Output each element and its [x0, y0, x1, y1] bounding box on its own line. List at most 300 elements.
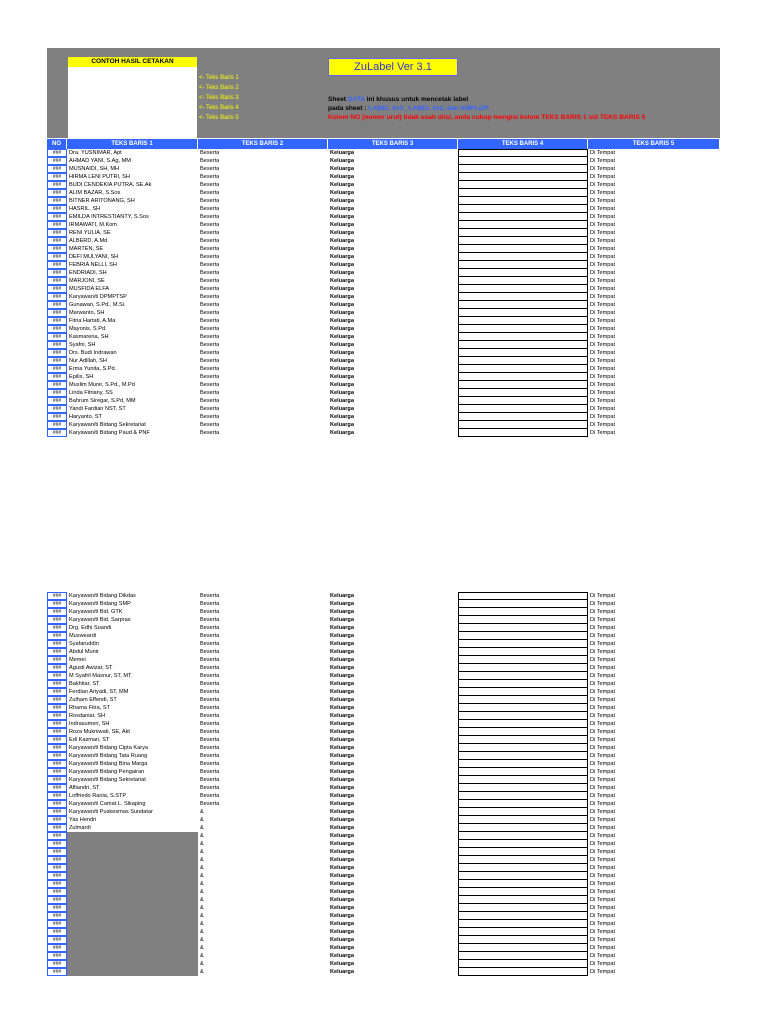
teks-baris-1-cell[interactable] [67, 952, 198, 960]
teks-baris-2-cell[interactable]: & [200, 809, 204, 815]
teks-baris-2-cell[interactable]: Beserta [200, 286, 220, 292]
teks-baris-2-cell[interactable]: Beserta [200, 366, 220, 372]
teks-baris-2-cell[interactable]: Beserta [200, 681, 220, 687]
no-cell[interactable]: ### [47, 600, 67, 608]
teks-baris-4-cell[interactable] [458, 720, 588, 728]
teks-baris-4-cell[interactable] [458, 349, 588, 357]
teks-baris-3-cell[interactable]: Keluarga [330, 430, 354, 436]
teks-baris-5-cell[interactable]: Di Tempat [590, 262, 616, 268]
no-cell[interactable]: ### [47, 421, 67, 429]
teks-baris-3-cell[interactable]: Keluarga [330, 318, 354, 324]
teks-baris-3-cell[interactable]: Keluarga [330, 278, 354, 284]
teks-baris-2-cell[interactable]: & [200, 865, 204, 871]
teks-baris-5-cell[interactable]: Di Tempat [590, 913, 616, 919]
teks-baris-1-cell[interactable]: Karyawan/ti Bidang Sekretariat [69, 422, 146, 428]
teks-baris-2-cell[interactable]: Beserta [200, 721, 220, 727]
teks-baris-4-cell[interactable] [458, 317, 588, 325]
teks-baris-5-cell[interactable]: Di Tempat [590, 294, 616, 300]
teks-baris-5-cell[interactable]: Di Tempat [590, 190, 616, 196]
teks-baris-3-cell[interactable]: Keluarga [330, 406, 354, 412]
teks-baris-4-cell[interactable] [458, 736, 588, 744]
teks-baris-3-cell[interactable]: Keluarga [330, 833, 354, 839]
teks-baris-3-cell[interactable]: Keluarga [330, 382, 354, 388]
no-cell[interactable]: ### [47, 704, 67, 712]
no-cell[interactable]: ### [47, 309, 67, 317]
teks-baris-2-cell[interactable]: Beserta [200, 422, 220, 428]
no-cell[interactable]: ### [47, 696, 67, 704]
no-cell[interactable]: ### [47, 301, 67, 309]
teks-baris-3-cell[interactable]: Keluarga [330, 641, 354, 647]
teks-baris-1-cell[interactable]: Karyawan/ti Bidang Pengairan [69, 769, 145, 775]
teks-baris-5-cell[interactable]: Di Tempat [590, 681, 616, 687]
teks-baris-5-cell[interactable]: Di Tempat [590, 705, 616, 711]
teks-baris-2-cell[interactable]: Beserta [200, 753, 220, 759]
teks-baris-5-cell[interactable]: Di Tempat [590, 633, 616, 639]
teks-baris-2-cell[interactable]: Beserta [200, 222, 220, 228]
teks-baris-4-cell[interactable] [458, 744, 588, 752]
teks-baris-4-cell[interactable] [458, 205, 588, 213]
teks-baris-5-cell[interactable]: Di Tempat [590, 150, 616, 156]
teks-baris-3-cell[interactable]: Keluarga [330, 270, 354, 276]
teks-baris-5-cell[interactable]: Di Tempat [590, 374, 616, 380]
teks-baris-2-cell[interactable]: Beserta [200, 673, 220, 679]
no-cell[interactable]: ### [47, 229, 67, 237]
teks-baris-5-cell[interactable]: Di Tempat [590, 769, 616, 775]
teks-baris-2-cell[interactable]: Beserta [200, 230, 220, 236]
teks-baris-3-cell[interactable]: Keluarga [330, 398, 354, 404]
teks-baris-4-cell[interactable] [458, 381, 588, 389]
teks-baris-3-cell[interactable]: Keluarga [330, 633, 354, 639]
no-cell[interactable]: ### [47, 920, 67, 928]
no-cell[interactable]: ### [47, 896, 67, 904]
teks-baris-5-cell[interactable]: Di Tempat [590, 158, 616, 164]
teks-baris-3-cell[interactable]: Keluarga [330, 390, 354, 396]
column-header-teks-3[interactable]: TEKS BARIS 3 [328, 139, 458, 149]
teks-baris-1-cell[interactable]: Fitria Hartati, A.Ma [69, 318, 116, 324]
teks-baris-5-cell[interactable]: Di Tempat [590, 881, 616, 887]
teks-baris-3-cell[interactable]: Keluarga [330, 721, 354, 727]
teks-baris-2-cell[interactable]: Beserta [200, 334, 220, 340]
teks-baris-4-cell[interactable] [458, 912, 588, 920]
teks-baris-2-cell[interactable]: Beserta [200, 174, 220, 180]
no-cell[interactable]: ### [47, 389, 67, 397]
teks-baris-1-cell[interactable]: Epilis, SH [69, 374, 94, 380]
no-cell[interactable]: ### [47, 381, 67, 389]
teks-baris-5-cell[interactable]: Di Tempat [590, 601, 616, 607]
no-cell[interactable]: ### [47, 712, 67, 720]
teks-baris-3-cell[interactable]: Keluarga [330, 825, 354, 831]
teks-baris-4-cell[interactable] [458, 229, 588, 237]
teks-baris-1-cell[interactable]: AHMAD YANI, S.Ag, MM [69, 158, 131, 164]
teks-baris-4-cell[interactable] [458, 389, 588, 397]
teks-baris-3-cell[interactable]: Keluarga [330, 374, 354, 380]
teks-baris-1-cell[interactable] [67, 872, 198, 880]
teks-baris-5-cell[interactable]: Di Tempat [590, 302, 616, 308]
teks-baris-4-cell[interactable] [458, 277, 588, 285]
teks-baris-3-cell[interactable]: Keluarga [330, 601, 354, 607]
no-cell[interactable]: ### [47, 245, 67, 253]
no-cell[interactable]: ### [47, 285, 67, 293]
teks-baris-2-cell[interactable]: Beserta [200, 665, 220, 671]
teks-baris-4-cell[interactable] [458, 632, 588, 640]
teks-baris-1-cell[interactable]: MUSFIDA ELFA [69, 286, 110, 292]
teks-baris-2-cell[interactable]: Beserta [200, 270, 220, 276]
teks-baris-5-cell[interactable]: Di Tempat [590, 665, 616, 671]
teks-baris-3-cell[interactable]: Keluarga [330, 689, 354, 695]
teks-baris-2-cell[interactable]: Beserta [200, 777, 220, 783]
teks-baris-3-cell[interactable]: Keluarga [330, 222, 354, 228]
no-cell[interactable]: ### [47, 944, 67, 952]
teks-baris-2-cell[interactable]: Beserta [200, 254, 220, 260]
teks-baris-5-cell[interactable]: Di Tempat [590, 793, 616, 799]
teks-baris-1-cell[interactable]: MARTEN, SE [69, 246, 104, 252]
teks-baris-1-cell[interactable] [67, 912, 198, 920]
teks-baris-4-cell[interactable] [458, 712, 588, 720]
teks-baris-3-cell[interactable]: Keluarga [330, 785, 354, 791]
teks-baris-1-cell[interactable]: Zulham Effendi, ST [69, 697, 117, 703]
teks-baris-5-cell[interactable]: Di Tempat [590, 326, 616, 332]
teks-baris-2-cell[interactable]: Beserta [200, 625, 220, 631]
no-cell[interactable]: ### [47, 672, 67, 680]
teks-baris-1-cell[interactable]: RENI YULIA, SE [69, 230, 111, 236]
teks-baris-4-cell[interactable] [458, 429, 588, 437]
no-cell[interactable]: ### [47, 413, 67, 421]
teks-baris-5-cell[interactable]: Di Tempat [590, 849, 616, 855]
teks-baris-4-cell[interactable] [458, 189, 588, 197]
teks-baris-2-cell[interactable]: Beserta [200, 318, 220, 324]
teks-baris-4-cell[interactable] [458, 397, 588, 405]
teks-baris-4-cell[interactable] [458, 808, 588, 816]
teks-baris-2-cell[interactable]: Beserta [200, 246, 220, 252]
no-cell[interactable]: ### [47, 181, 67, 189]
teks-baris-2-cell[interactable]: Beserta [200, 601, 220, 607]
no-cell[interactable]: ### [47, 688, 67, 696]
teks-baris-1-cell[interactable]: Dra. YUSNIMAR, Apt [69, 150, 122, 156]
no-cell[interactable]: ### [47, 808, 67, 816]
teks-baris-4-cell[interactable] [458, 832, 588, 840]
teks-baris-3-cell[interactable]: Keluarga [330, 422, 354, 428]
teks-baris-1-cell[interactable]: Syafni, SH [69, 342, 96, 348]
teks-baris-2-cell[interactable]: & [200, 961, 204, 967]
teks-baris-2-cell[interactable]: Beserta [200, 793, 220, 799]
teks-baris-1-cell[interactable] [67, 880, 198, 888]
teks-baris-5-cell[interactable]: Di Tempat [590, 358, 616, 364]
no-cell[interactable]: ### [47, 333, 67, 341]
teks-baris-2-cell[interactable]: & [200, 873, 204, 879]
no-cell[interactable]: ### [47, 349, 67, 357]
teks-baris-1-cell[interactable]: Karyawan/ti Camat L. Sikaping [69, 801, 146, 807]
teks-baris-3-cell[interactable]: Keluarga [330, 969, 354, 975]
teks-baris-5-cell[interactable]: Di Tempat [590, 865, 616, 871]
teks-baris-1-cell[interactable]: Drs. Budi Indrawan [69, 350, 117, 356]
teks-baris-4-cell[interactable] [458, 704, 588, 712]
teks-baris-3-cell[interactable]: Keluarga [330, 865, 354, 871]
teks-baris-3-cell[interactable]: Keluarga [330, 905, 354, 911]
teks-baris-5-cell[interactable]: Di Tempat [590, 342, 616, 348]
teks-baris-4-cell[interactable] [458, 325, 588, 333]
teks-baris-5-cell[interactable]: Di Tempat [590, 641, 616, 647]
teks-baris-5-cell[interactable]: Di Tempat [590, 617, 616, 623]
no-cell[interactable]: ### [47, 397, 67, 405]
teks-baris-4-cell[interactable] [458, 680, 588, 688]
teks-baris-3-cell[interactable]: Keluarga [330, 745, 354, 751]
teks-baris-2-cell[interactable]: Beserta [200, 729, 220, 735]
teks-baris-5-cell[interactable]: Di Tempat [590, 246, 616, 252]
teks-baris-2-cell[interactable]: Beserta [200, 262, 220, 268]
teks-baris-3-cell[interactable]: Keluarga [330, 681, 354, 687]
teks-baris-5-cell[interactable]: Di Tempat [590, 825, 616, 831]
teks-baris-3-cell[interactable]: Keluarga [330, 673, 354, 679]
teks-baris-4-cell[interactable] [458, 405, 588, 413]
teks-baris-5-cell[interactable]: Di Tempat [590, 745, 616, 751]
teks-baris-3-cell[interactable]: Keluarga [330, 366, 354, 372]
no-cell[interactable]: ### [47, 720, 67, 728]
teks-baris-4-cell[interactable] [458, 880, 588, 888]
teks-baris-5-cell[interactable]: Di Tempat [590, 414, 616, 420]
no-cell[interactable]: ### [47, 325, 67, 333]
teks-baris-2-cell[interactable]: Beserta [200, 238, 220, 244]
no-cell[interactable]: ### [47, 936, 67, 944]
teks-baris-5-cell[interactable]: Di Tempat [590, 174, 616, 180]
teks-baris-3-cell[interactable]: Keluarga [330, 310, 354, 316]
teks-baris-2-cell[interactable]: Beserta [200, 430, 220, 436]
teks-baris-5-cell[interactable]: Di Tempat [590, 777, 616, 783]
teks-baris-3-cell[interactable]: Keluarga [330, 657, 354, 663]
teks-baris-5-cell[interactable]: Di Tempat [590, 673, 616, 679]
teks-baris-2-cell[interactable]: & [200, 953, 204, 959]
no-cell[interactable]: ### [47, 157, 67, 165]
teks-baris-3-cell[interactable]: Keluarga [330, 793, 354, 799]
teks-baris-1-cell[interactable] [67, 848, 198, 856]
no-cell[interactable]: ### [47, 592, 67, 600]
teks-baris-1-cell[interactable]: Karyawan/ti Bidang Paud & PNF [69, 430, 150, 436]
teks-baris-2-cell[interactable]: Beserta [200, 737, 220, 743]
no-cell[interactable]: ### [47, 816, 67, 824]
no-cell[interactable]: ### [47, 173, 67, 181]
no-cell[interactable]: ### [47, 784, 67, 792]
teks-baris-2-cell[interactable]: Beserta [200, 713, 220, 719]
teks-baris-2-cell[interactable]: Beserta [200, 649, 220, 655]
teks-baris-3-cell[interactable]: Keluarga [330, 737, 354, 743]
teks-baris-3-cell[interactable]: Keluarga [330, 342, 354, 348]
teks-baris-5-cell[interactable]: Di Tempat [590, 713, 616, 719]
teks-baris-5-cell[interactable]: Di Tempat [590, 430, 616, 436]
teks-baris-1-cell[interactable]: IRMAWATI, M.Kom [69, 222, 117, 228]
no-cell[interactable]: ### [47, 744, 67, 752]
teks-baris-3-cell[interactable]: Keluarga [330, 945, 354, 951]
teks-baris-5-cell[interactable]: Di Tempat [590, 905, 616, 911]
no-cell[interactable]: ### [47, 405, 67, 413]
teks-baris-3-cell[interactable]: Keluarga [330, 190, 354, 196]
teks-baris-4-cell[interactable] [458, 848, 588, 856]
teks-baris-2-cell[interactable]: & [200, 849, 204, 855]
teks-baris-1-cell[interactable]: Ferdian Ariyadi, ST, MM [69, 689, 129, 695]
teks-baris-4-cell[interactable] [458, 333, 588, 341]
teks-baris-1-cell[interactable]: Karyawan/ti Bidang Sekretariat [69, 777, 146, 783]
teks-baris-1-cell[interactable]: BITNER ARITONANG, SH [69, 198, 135, 204]
teks-baris-1-cell[interactable]: HASRIL, SH [69, 206, 101, 212]
no-cell[interactable]: ### [47, 824, 67, 832]
teks-baris-1-cell[interactable]: Rosdaniar, SH [69, 713, 106, 719]
teks-baris-1-cell[interactable]: Nur Adillah, SH [69, 358, 107, 364]
no-cell[interactable]: ### [47, 213, 67, 221]
teks-baris-1-cell[interactable] [67, 968, 198, 976]
teks-baris-2-cell[interactable]: Beserta [200, 414, 220, 420]
no-cell[interactable]: ### [47, 237, 67, 245]
teks-baris-4-cell[interactable] [458, 824, 588, 832]
teks-baris-4-cell[interactable] [458, 413, 588, 421]
teks-baris-2-cell[interactable]: & [200, 881, 204, 887]
no-cell[interactable]: ### [47, 253, 67, 261]
teks-baris-3-cell[interactable]: Keluarga [330, 358, 354, 364]
teks-baris-1-cell[interactable]: Erma Yunita, S.Pd. [69, 366, 117, 372]
teks-baris-2-cell[interactable]: Beserta [200, 150, 220, 156]
teks-baris-1-cell[interactable]: Musweardi [69, 633, 97, 639]
teks-baris-3-cell[interactable]: Keluarga [330, 206, 354, 212]
teks-baris-1-cell[interactable]: Indrasumeri, SH [69, 721, 110, 727]
teks-baris-3-cell[interactable]: Keluarga [330, 238, 354, 244]
teks-baris-1-cell[interactable]: Yandi Fardian NST, ST [69, 406, 126, 412]
teks-baris-5-cell[interactable]: Di Tempat [590, 166, 616, 172]
teks-baris-5-cell[interactable]: Di Tempat [590, 721, 616, 727]
teks-baris-5-cell[interactable]: Di Tempat [590, 270, 616, 276]
teks-baris-4-cell[interactable] [458, 968, 588, 976]
teks-baris-2-cell[interactable]: Beserta [200, 705, 220, 711]
teks-baris-2-cell[interactable]: & [200, 817, 204, 823]
teks-baris-4-cell[interactable] [458, 672, 588, 680]
teks-baris-3-cell[interactable]: Keluarga [330, 801, 354, 807]
teks-baris-5-cell[interactable]: Di Tempat [590, 689, 616, 695]
no-cell[interactable]: ### [47, 269, 67, 277]
teks-baris-5-cell[interactable]: Di Tempat [590, 801, 616, 807]
no-cell[interactable]: ### [47, 904, 67, 912]
teks-baris-1-cell[interactable]: Karyawan/ti Bid. GTK [69, 609, 123, 615]
teks-baris-1-cell[interactable]: Yas Hendri [69, 817, 97, 823]
teks-baris-3-cell[interactable]: Keluarga [330, 350, 354, 356]
teks-baris-5-cell[interactable]: Di Tempat [590, 422, 616, 428]
teks-baris-1-cell[interactable] [67, 864, 198, 872]
teks-baris-5-cell[interactable]: Di Tempat [590, 649, 616, 655]
no-cell[interactable]: ### [47, 952, 67, 960]
no-cell[interactable]: ### [47, 768, 67, 776]
no-cell[interactable]: ### [47, 776, 67, 784]
teks-baris-4-cell[interactable] [458, 165, 588, 173]
teks-baris-1-cell[interactable] [67, 840, 198, 848]
teks-baris-5-cell[interactable]: Di Tempat [590, 182, 616, 188]
teks-baris-5-cell[interactable]: Di Tempat [590, 785, 616, 791]
teks-baris-5-cell[interactable]: Di Tempat [590, 398, 616, 404]
no-cell[interactable]: ### [47, 832, 67, 840]
teks-baris-5-cell[interactable]: Di Tempat [590, 921, 616, 927]
teks-baris-5-cell[interactable]: Di Tempat [590, 609, 616, 615]
teks-baris-3-cell[interactable]: Keluarga [330, 150, 354, 156]
teks-baris-1-cell[interactable]: Memei [69, 657, 86, 663]
teks-baris-3-cell[interactable]: Keluarga [330, 929, 354, 935]
teks-baris-1-cell[interactable]: Karyawan/ti Puskesmas Sundatar [69, 809, 153, 815]
teks-baris-4-cell[interactable] [458, 904, 588, 912]
teks-baris-5-cell[interactable]: Di Tempat [590, 198, 616, 204]
teks-baris-5-cell[interactable]: Di Tempat [590, 350, 616, 356]
teks-baris-3-cell[interactable]: Keluarga [330, 230, 354, 236]
teks-baris-3-cell[interactable]: Keluarga [330, 649, 354, 655]
teks-baris-4-cell[interactable] [458, 856, 588, 864]
teks-baris-2-cell[interactable]: Beserta [200, 310, 220, 316]
teks-baris-2-cell[interactable]: Beserta [200, 801, 220, 807]
teks-baris-1-cell[interactable]: ALBERD, A.Md [69, 238, 108, 244]
teks-baris-1-cell[interactable]: EMILDA INTRESTIANTY, S.Sos [69, 214, 149, 220]
column-header-teks-2[interactable]: TEKS BARIS 2 [198, 139, 328, 149]
teks-baris-1-cell[interactable] [67, 936, 198, 944]
teks-baris-4-cell[interactable] [458, 776, 588, 784]
teks-baris-3-cell[interactable]: Keluarga [330, 697, 354, 703]
teks-baris-5-cell[interactable]: Di Tempat [590, 889, 616, 895]
teks-baris-3-cell[interactable]: Keluarga [330, 334, 354, 340]
teks-baris-2-cell[interactable]: & [200, 857, 204, 863]
teks-baris-3-cell[interactable]: Keluarga [330, 817, 354, 823]
teks-baris-4-cell[interactable] [458, 816, 588, 824]
teks-baris-4-cell[interactable] [458, 928, 588, 936]
teks-baris-5-cell[interactable]: Di Tempat [590, 961, 616, 967]
teks-baris-1-cell[interactable]: Karyawan/ti Bidang Tata Ruang [69, 753, 148, 759]
teks-baris-2-cell[interactable]: & [200, 945, 204, 951]
teks-baris-3-cell[interactable]: Keluarga [330, 769, 354, 775]
column-header-no[interactable]: NO [47, 139, 67, 149]
teks-baris-4-cell[interactable] [458, 888, 588, 896]
teks-baris-2-cell[interactable]: Beserta [200, 769, 220, 775]
teks-baris-2-cell[interactable]: Beserta [200, 302, 220, 308]
teks-baris-3-cell[interactable]: Keluarga [330, 777, 354, 783]
teks-baris-3-cell[interactable]: Keluarga [330, 809, 354, 815]
no-cell[interactable]: ### [47, 277, 67, 285]
teks-baris-1-cell[interactable]: Karyawan/ti Bidang Cipta Karya [69, 745, 148, 751]
teks-baris-4-cell[interactable] [458, 656, 588, 664]
teks-baris-1-cell[interactable]: Linda Fitriany, SS [69, 390, 113, 396]
teks-baris-2-cell[interactable]: Beserta [200, 398, 220, 404]
teks-baris-3-cell[interactable]: Keluarga [330, 182, 354, 188]
teks-baris-1-cell[interactable]: Edi Kasman, ST [69, 737, 110, 743]
teks-baris-4-cell[interactable] [458, 800, 588, 808]
teks-baris-1-cell[interactable]: HIRMA LENI PUTRI, SH [69, 174, 130, 180]
teks-baris-4-cell[interactable] [458, 896, 588, 904]
teks-baris-1-cell[interactable]: Kasmarena, SH [69, 334, 109, 340]
teks-baris-2-cell[interactable]: Beserta [200, 593, 220, 599]
no-cell[interactable]: ### [47, 888, 67, 896]
teks-baris-3-cell[interactable]: Keluarga [330, 214, 354, 220]
teks-baris-1-cell[interactable]: DEFI MULYANI, SH [69, 254, 119, 260]
teks-baris-3-cell[interactable]: Keluarga [330, 593, 354, 599]
teks-baris-5-cell[interactable]: Di Tempat [590, 969, 616, 975]
teks-baris-4-cell[interactable] [458, 269, 588, 277]
teks-baris-2-cell[interactable]: & [200, 913, 204, 919]
teks-baris-2-cell[interactable]: Beserta [200, 294, 220, 300]
teks-baris-2-cell[interactable]: Beserta [200, 326, 220, 332]
teks-baris-4-cell[interactable] [458, 213, 588, 221]
teks-baris-3-cell[interactable]: Keluarga [330, 849, 354, 855]
no-cell[interactable]: ### [47, 429, 67, 437]
teks-baris-3-cell[interactable]: Keluarga [330, 326, 354, 332]
no-cell[interactable]: ### [47, 800, 67, 808]
teks-baris-2-cell[interactable]: Beserta [200, 374, 220, 380]
teks-baris-1-cell[interactable]: Mayonis, S.Pd. [69, 326, 107, 332]
teks-baris-1-cell[interactable]: Bahrum Siregar, S.Pd, MM [69, 398, 136, 404]
teks-baris-4-cell[interactable] [458, 792, 588, 800]
teks-baris-5-cell[interactable]: Di Tempat [590, 593, 616, 599]
teks-baris-5-cell[interactable]: Di Tempat [590, 857, 616, 863]
teks-baris-5-cell[interactable]: Di Tempat [590, 366, 616, 372]
teks-baris-4-cell[interactable] [458, 728, 588, 736]
no-cell[interactable]: ### [47, 317, 67, 325]
teks-baris-4-cell[interactable] [458, 936, 588, 944]
